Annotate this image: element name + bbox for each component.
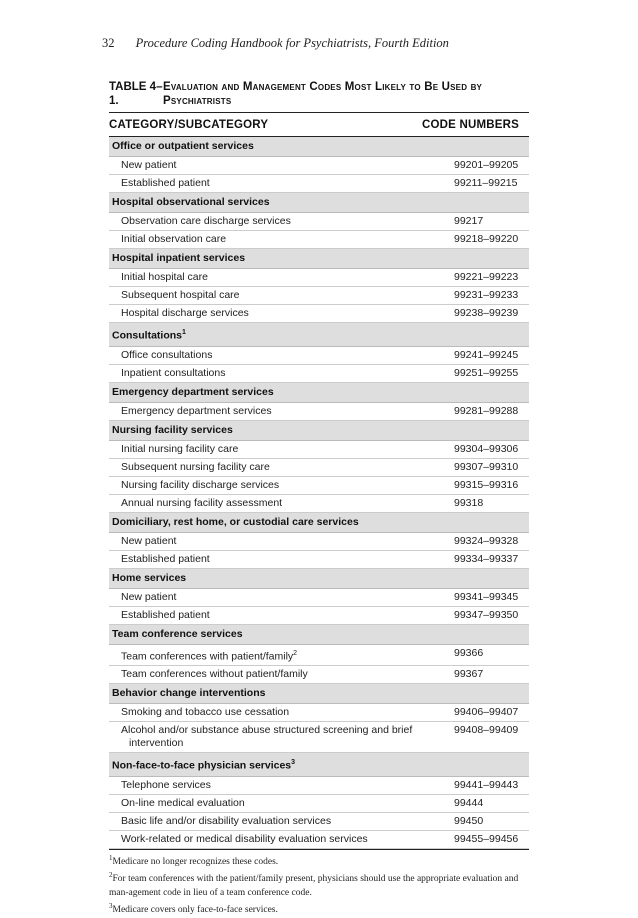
table-row [109, 533, 529, 551]
subcategory-cell [109, 289, 446, 302]
code-cell: 99218–99220 [454, 233, 519, 245]
table-number: TABLE 4–1. [109, 81, 163, 107]
subcategory-label: Established patient [121, 552, 210, 565]
book-title: Procedure Coding Handbook for Psychiatrists, Fourth Edition [135, 36, 449, 50]
subcategory-label-continuation: intervention [129, 737, 184, 749]
category-row [109, 513, 529, 533]
subcategory-label: Alcohol and/or substance abuse structured screening and brief [121, 724, 413, 736]
table-row [109, 795, 529, 813]
table-row [109, 495, 529, 513]
code-cell: 99241–99245 [454, 348, 519, 361]
category-name: Home services [112, 571, 187, 584]
code-cell: 99441–99443 [454, 778, 519, 791]
subcategory-cell [109, 833, 446, 846]
footnote-marker: 3 [291, 759, 296, 766]
category-row [109, 625, 529, 645]
code-cell: 99347–99350 [454, 608, 519, 621]
table-row [109, 269, 529, 287]
code-cell: 99251–99255 [454, 366, 519, 379]
subcategory-label: Basic life and/or disability evaluation services [121, 814, 332, 827]
subcategory-label: New patient [121, 590, 177, 603]
category-row [109, 684, 529, 704]
subcategory-label: Telephone services [121, 778, 211, 791]
code-cell: 99450 [454, 814, 484, 827]
footnote-text: Medicare no longer recognizes these codes. [112, 856, 279, 867]
subcategory-cell [109, 367, 446, 380]
code-cell: 99444 [454, 796, 484, 809]
subcategory-label: On-line medical evaluation [121, 796, 245, 809]
subcategory-label: Subsequent nursing facility care [121, 460, 270, 473]
subcategory-cell [109, 591, 446, 604]
category-name: Domiciliary, rest home, or custodial care services [112, 515, 359, 528]
category-name: Hospital inpatient services [112, 252, 246, 264]
subcategory-cell [109, 535, 446, 548]
subcategory-label: Office consultations [121, 348, 213, 361]
footnote [109, 900, 529, 918]
subcategory-cell [109, 497, 446, 510]
subcategory-label: Initial hospital care [121, 271, 208, 283]
subcategory-label: Team conferences with patient/family [121, 650, 294, 662]
subcategory-cell [109, 159, 446, 172]
subcategory-cell [109, 668, 446, 681]
subcategory-cell [109, 307, 446, 320]
subcategory-label: Work-related or medical disability evaluation services [121, 832, 368, 845]
code-cell: 99324–99328 [454, 534, 519, 547]
table-row [109, 365, 529, 383]
code-cell: 99455–99456 [454, 832, 519, 845]
category-row [109, 137, 529, 157]
subcategory-label: Hospital discharge services [121, 307, 249, 319]
table-row [109, 175, 529, 193]
table-row [109, 347, 529, 365]
table-row [109, 704, 529, 722]
subcategory-label: New patient [121, 159, 177, 171]
category-name: Emergency department services [112, 385, 274, 398]
category-row [109, 569, 529, 589]
page-header [102, 36, 449, 51]
subcategory-cell [109, 461, 446, 474]
table-row [109, 777, 529, 795]
footnote-marker: 2 [293, 649, 298, 657]
code-cell: 99221–99223 [454, 271, 519, 283]
column-header-category: CATEGORY/SUBCATEGORY [109, 119, 269, 131]
footnote-text: For team conferences with the patient/family present, physicians should use the appropriate evaluation and man-agement code in lieu of a team conference code. [109, 874, 519, 898]
category-name: Office or outpatient services [112, 140, 254, 152]
code-cell: 99367 [454, 668, 484, 680]
footnote [109, 869, 529, 900]
subcategory-label: Annual nursing facility assessment [121, 496, 283, 509]
category-row [109, 753, 529, 777]
table-row [109, 666, 529, 684]
category-name: Behavior change interventions [112, 687, 266, 699]
subcategory-cell [109, 779, 446, 792]
subcategory-cell [109, 349, 446, 362]
subcategory-cell [109, 724, 446, 750]
subcategory-label: Established patient [121, 608, 210, 621]
subcategory-label: Subsequent hospital care [121, 289, 240, 301]
subcategory-cell [109, 706, 446, 719]
footnote-mark: 1 [109, 853, 113, 862]
code-cell: 99304–99306 [454, 442, 519, 455]
subcategory-cell [109, 271, 446, 284]
table-row [109, 305, 529, 323]
table-caption [109, 80, 529, 113]
subcategory-label: Inpatient consultations [121, 366, 226, 379]
category-name: Team conference services [112, 627, 243, 640]
category-name: Non-face-to-face physician services [112, 759, 292, 772]
code-cell: 99217 [454, 215, 484, 227]
code-cell: 99211–99215 [454, 177, 518, 189]
code-cell: 99281–99288 [454, 404, 519, 417]
table-row [109, 157, 529, 175]
table-title: Evaluation and Management Codes Most Likely to Be Used by Psychiatrists [163, 81, 483, 107]
table-row [109, 551, 529, 569]
subcategory-label: Observation care discharge services [121, 215, 291, 227]
footnotes [109, 850, 529, 918]
code-cell: 99366 [454, 646, 484, 659]
table-row [109, 231, 529, 249]
subcategory-label: New patient [121, 534, 177, 547]
table-row [109, 477, 529, 495]
subcategory-cell [109, 405, 446, 418]
code-cell: 99201–99205 [454, 159, 519, 171]
table-row [109, 213, 529, 231]
category-name: Hospital observational services [112, 196, 270, 208]
category-row [109, 421, 529, 441]
subcategory-cell [109, 479, 446, 492]
code-cell: 99318 [454, 496, 484, 509]
table-body [109, 137, 529, 849]
table-row [109, 645, 529, 667]
code-cell: 99334–99337 [454, 552, 519, 565]
table-row [109, 287, 529, 305]
subcategory-label: Team conferences without patient/family [121, 668, 308, 680]
category-row [109, 193, 529, 213]
subcategory-cell [109, 553, 446, 566]
code-cell: 99238–99239 [454, 307, 519, 319]
table-row [109, 403, 529, 421]
subcategory-cell [109, 177, 446, 190]
table-row [109, 831, 529, 849]
code-cell: 99315–99316 [454, 478, 519, 491]
code-cell: 99341–99345 [454, 590, 519, 603]
code-cell: 99307–99310 [454, 460, 519, 473]
code-cell: 99406–99407 [454, 706, 519, 718]
code-cell: 99231–99233 [454, 289, 519, 301]
category-row [109, 249, 529, 269]
subcategory-cell [109, 233, 446, 246]
category-row [109, 323, 529, 347]
codes-table [109, 80, 529, 918]
footnote-text: Medicare covers only face-to-face services. [112, 905, 278, 916]
subcategory-label: Initial nursing facility care [121, 442, 239, 455]
column-header-codes: CODE NUMBERS [422, 119, 519, 131]
subcategory-label: Nursing facility discharge services [121, 478, 280, 491]
category-name: Consultations [112, 329, 182, 342]
table-row [109, 813, 529, 831]
footnote-mark: 2 [109, 871, 113, 880]
subcategory-cell [109, 609, 446, 622]
category-row [109, 383, 529, 403]
footnote-mark: 3 [109, 902, 113, 911]
column-header-row [109, 113, 529, 137]
subcategory-label: Established patient [121, 177, 210, 189]
code-cell: 99408–99409 [454, 724, 519, 736]
table-row [109, 441, 529, 459]
table-row [109, 589, 529, 607]
table-row [109, 607, 529, 625]
subcategory-cell [109, 647, 446, 664]
subcategory-label: Smoking and tobacco use cessation [121, 706, 290, 718]
subcategory-label: Initial observation care [121, 233, 227, 245]
subcategory-label: Emergency department services [121, 404, 272, 417]
subcategory-cell [109, 215, 446, 228]
subcategory-cell [109, 443, 446, 456]
table-row [109, 459, 529, 477]
footnote-marker: 1 [182, 329, 186, 336]
category-name: Nursing facility services [112, 423, 233, 436]
page-number: 32 [102, 36, 115, 50]
table-row [109, 722, 529, 753]
subcategory-cell [109, 797, 446, 810]
footnote [109, 852, 529, 870]
